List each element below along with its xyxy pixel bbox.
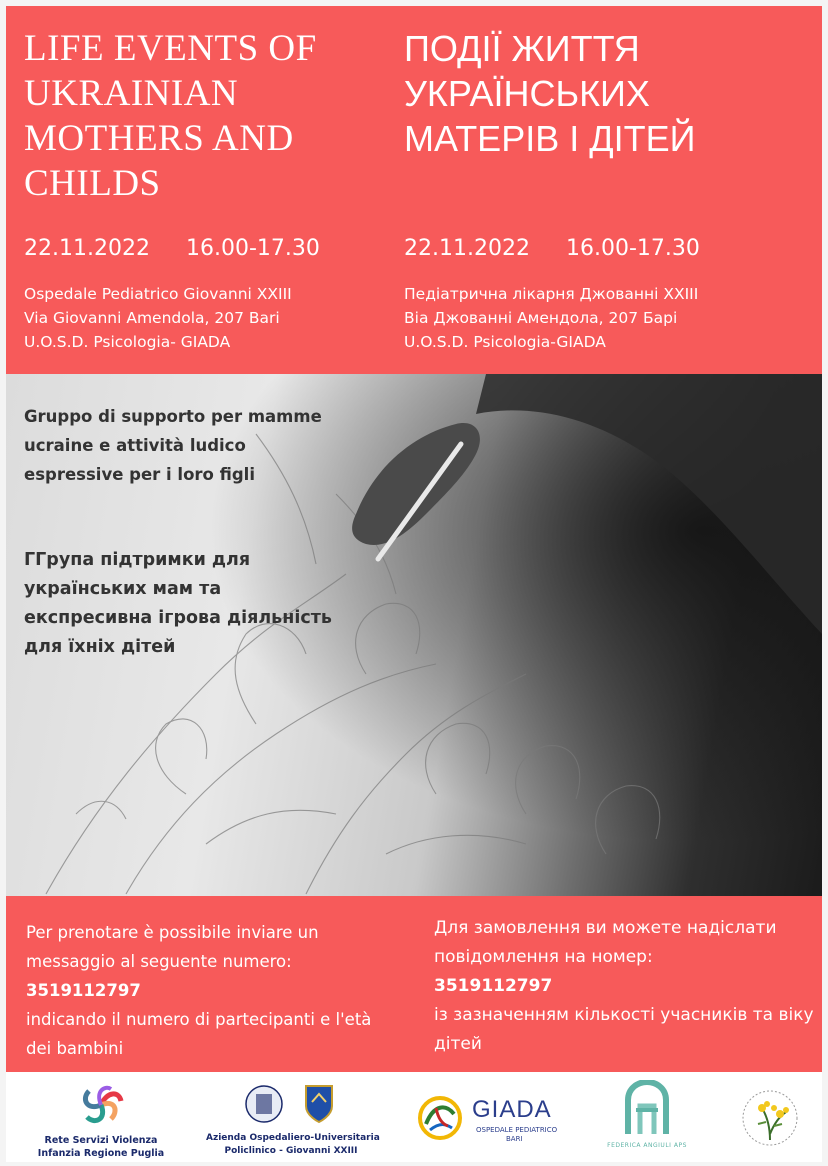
rete-logo-line: Rete Servizi Violenza [44,1135,158,1146]
italian-title-line: MOTHERS AND [24,118,294,159]
association-emblem-logo [740,1088,800,1148]
event-poster [6,6,822,1162]
italian-title-line: CHILDS [24,163,161,204]
ukrainian-address-line: Віа Джованні Амендола, 207 Барі [404,309,678,327]
booking-band [6,896,822,1072]
federica-a-icon [622,1080,672,1138]
italian-date-time [24,236,320,261]
ukrainian-title-line: УКРАЇНСЬКИХ [404,73,650,114]
hospital-crest-icon [242,1082,296,1126]
italian-address-line: Via Giovanni Amendola, 207 Bari [24,309,280,327]
federica-logo-text: FEDERICA ANGIULI APS [607,1142,687,1149]
ukrainian-support-text: ГГрупа підтримки для українських мам та експресивна ігрова діяльність для їхніх дітей [24,550,332,657]
giada-name: GIADA [472,1096,552,1123]
ukrainian-date-time [404,236,700,261]
ukrainian-title-line: МАТЕРІВ І ДІТЕЙ [404,118,696,159]
italian-title-line: LIFE EVENTS OF [24,28,317,69]
italian-time: 16.00-17.30 [185,236,320,261]
italian-booking [26,918,386,1063]
italian-address [24,282,292,354]
italian-support-text: Gruppo di supporto per mamme ucraine e attività ludico espressive per i loro figli [24,407,322,484]
ukrainian-phone-number[interactable]: 3519112797 [434,976,553,996]
italian-title [24,26,317,206]
giada-city: BARI [506,1135,523,1143]
italian-address-line: Ospedale Pediatrico Giovanni XXIII [24,285,292,303]
giada-swirl-icon [416,1094,464,1142]
regional-shield-icon [302,1082,336,1126]
ukrainian-title-line: ПОДІЇ ЖИТТЯ [404,28,640,69]
italian-booking-outro: indicando il numero di partecipanti e l'età dei bambini [26,1010,372,1058]
giada-logo [416,1094,566,1150]
azienda-logo-line: Azienda Ospedaliero-Universitaria [206,1133,380,1143]
ukrainian-date: 22.11.2022 [404,236,530,261]
ukrainian-address [404,282,698,354]
sponsor-logos [6,1072,822,1162]
rete-logo-line: Infanzia Regione Puglia [37,1148,165,1159]
giada-subtitle: OSPEDALE PEDIATRICO [476,1126,558,1134]
italian-address-line: U.O.S.D. Psicologia- GIADA [24,333,231,351]
mimosa-emblem-icon [740,1088,800,1148]
italian-date: 22.11.2022 [24,236,150,261]
drawing-photo [6,374,822,896]
ukrainian-booking [434,914,820,1059]
italian-booking-intro: Per prenotare è possibile inviare un messaggio al seguente numero: [26,923,319,971]
ukrainian-time: 16.00-17.30 [565,236,700,261]
ukrainian-booking-intro: Для замовлення ви можете надіслати повідомлення на номер: [434,918,777,967]
ukrainian-title [404,26,695,161]
rete-servizi-logo [26,1082,176,1158]
azienda-policlinico-logo [206,1082,380,1158]
azienda-logo-line: Policlinico - Giovanni XXIII [224,1146,358,1156]
italian-title-line: UKRAINIAN [24,73,239,114]
ukrainian-booking-outro: із зазначенням кількості учасників та віку дітей [434,1005,814,1054]
ukrainian-address-line: Педіатрична лікарня Джованні XXIII [404,285,699,303]
ukrainian-address-line: U.O.S.D. Psicologia-GIADA [404,333,606,351]
italian-phone-number[interactable]: 3519112797 [26,981,141,1000]
header-band [6,6,822,374]
rainbow-swirl-icon [78,1082,124,1128]
federica-angiuli-logo [602,1080,692,1160]
